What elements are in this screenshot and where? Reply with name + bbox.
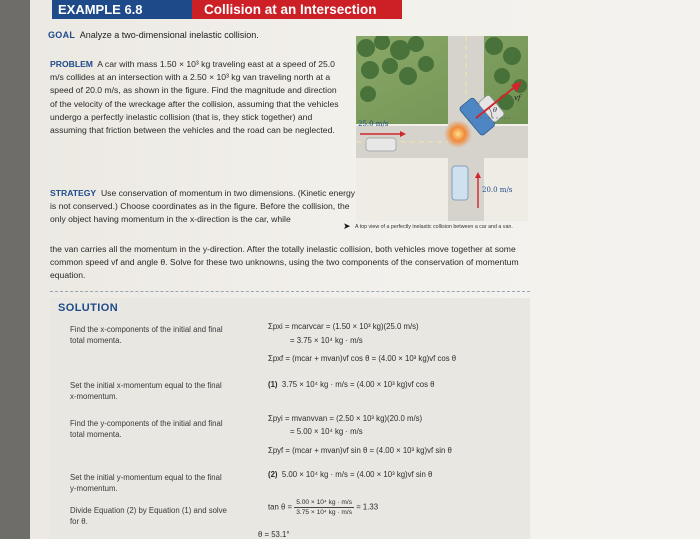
solution-step-3: Find the y-components of the initial and final total momenta. [70, 419, 223, 439]
solution-heading: SOLUTION [58, 302, 119, 314]
equation-2 [268, 470, 432, 479]
collision-flash-icon [444, 120, 472, 148]
tan-lhs: tan θ = [268, 502, 293, 512]
van-before-icon [452, 166, 468, 200]
tan-numerator: 5.00 × 10⁴ kg · m/s [296, 499, 353, 506]
equation-1-number: (1) [268, 380, 278, 389]
strategy-paragraph [50, 187, 358, 227]
solution-step-2: Set the initial x-momentum equal to the final x-momentum. [70, 381, 222, 401]
strategy-text-1: Use conservation of momentum in two dimensions. (Kinetic energy is not conserved.) Choose coordinates as in the figure. Before the collision, the only object having momentum in the x-direction is the car, while [50, 188, 356, 225]
problem-paragraph [50, 58, 345, 137]
tan-theta-equation [268, 498, 378, 517]
example-title: Collision at an Intersection [192, 0, 402, 19]
solution-step-1: Find the x-components of the initial and final total momenta. [70, 325, 223, 345]
goal-line [48, 30, 259, 40]
problem-label: PROBLEM [50, 59, 93, 69]
equation-px-initial-value: = 3.75 × 10⁴ kg · m/s [290, 336, 363, 345]
van-speed-label: 20.0 m/s [482, 186, 513, 194]
mouse-cursor-icon: ➤ [343, 221, 351, 231]
problem-text: A car with mass 1.50 × 10³ kg traveling east at a speed of 25.0 m/s collides at an intersection with a 2.50 × 10³ kg van traveling north at a speed of 20.0 m/s, as shown in the figure. Find the magnitude and direction of the velocity of the wreckage after the collision, assuming that the vehicles undergo a perfectly inelastic collision (that is, they stick together) and assuming that friction between the vehicles and the road can be neglected. [50, 59, 339, 136]
example-header [30, 0, 700, 19]
car-before-icon [366, 138, 396, 151]
tan-denominator: 3.75 × 10⁴ kg · m/s [296, 509, 353, 516]
collision-figure [356, 36, 528, 221]
equation-py-initial-value: = 5.00 × 10⁴ kg · m/s [290, 427, 363, 436]
solution-step-4: Set the initial y-momentum equal to the final y-momentum. [70, 473, 222, 493]
section-divider [50, 291, 530, 292]
strategy-paragraph-continued: the van carries all the momentum in the y-direction. After the totally inelastic collision, both vehicles move together at some common speed vf and angle θ. Solve for these two unknowns, using the two components of the conservation of momentum equation. [50, 244, 519, 281]
tan-fraction [294, 498, 354, 517]
equation-2-number: (2) [268, 470, 278, 479]
theta-result: θ = 53.1° [258, 530, 290, 539]
car-speed-label: 25.0 m/s [358, 120, 389, 128]
final-velocity-label: vf [514, 94, 521, 102]
equation-1 [268, 380, 435, 389]
solution-step-5: Divide Equation (2) by Equation (1) and solve for θ. [70, 506, 227, 526]
equation-py-initial: Σpyi = mvanvvan = (2.50 × 10³ kg)(20.0 m/s) [268, 414, 423, 423]
figure-caption: A top view of a perfectly inelastic collision between a car and a van. [355, 224, 513, 230]
equation-px-final: Σpxf = (mcar + mvan)vf cos θ = (4.00 × 10³ kg)vf cos θ [268, 354, 457, 363]
equation-2-text: 5.00 × 10⁴ kg · m/s = (4.00 × 10³ kg)vf sin θ [281, 470, 433, 479]
strategy-label: STRATEGY [50, 188, 97, 198]
goal-text: Analyze a two-dimensional inelastic collision. [79, 30, 259, 40]
goal-label: GOAL [48, 30, 76, 40]
equation-py-final: Σpyf = (mcar + mvan)vf sin θ = (4.00 × 10³ kg)vf sin θ [268, 446, 452, 455]
example-number: EXAMPLE 6.8 [52, 0, 192, 19]
textbook-page [30, 0, 700, 539]
equation-px-initial: Σpxi = mcarvcar = (1.50 × 10³ kg)(25.0 m/s) [268, 322, 419, 331]
angle-label: θ [493, 106, 497, 114]
equation-1-text: 3.75 × 10⁴ kg · m/s = (4.00 × 10³ kg)vf cos θ [281, 380, 435, 389]
tan-rhs: = 1.33 [356, 502, 379, 512]
